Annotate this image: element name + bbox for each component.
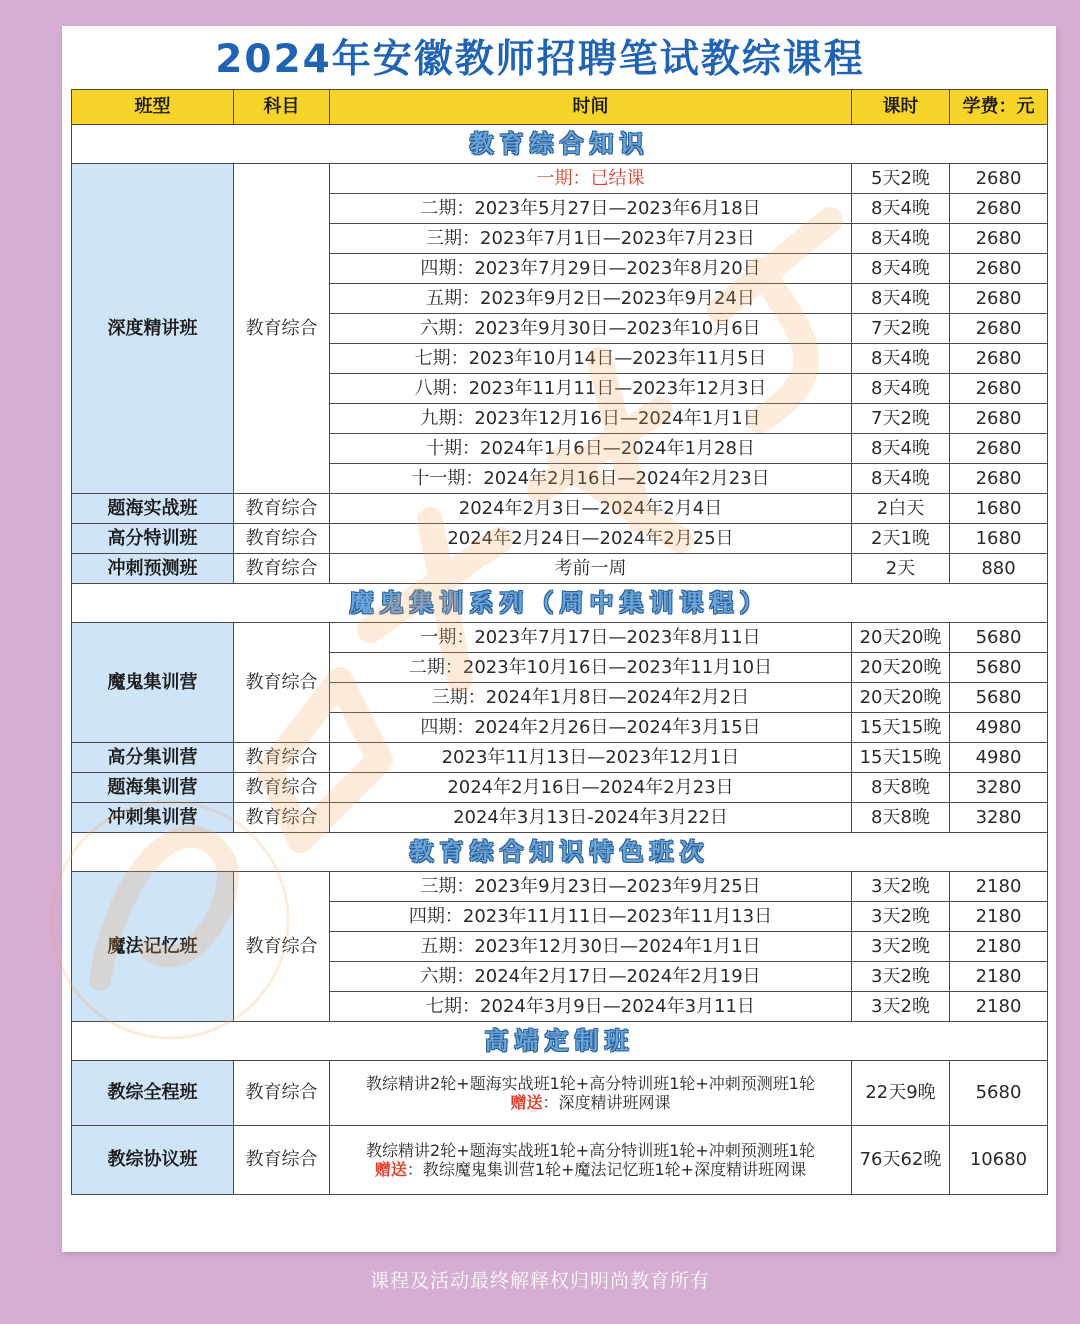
fee-cell: 1680 (950, 494, 1048, 524)
package-gift (332, 1160, 849, 1179)
header-class-type: 班型 (72, 90, 234, 125)
table-row (72, 803, 1048, 833)
fee-cell: 2680 (950, 374, 1048, 404)
subject-cell: 教育综合 (234, 494, 330, 524)
section-title-row (72, 1022, 1048, 1061)
fee-cell: 2180 (950, 932, 1048, 962)
time-cell: 2024年2月16日—2024年2月23日 (330, 773, 852, 803)
table-row (72, 773, 1048, 803)
subject-cell: 教育综合 (234, 623, 330, 743)
fee-cell: 2180 (950, 902, 1048, 932)
time-cell: 六期：2023年9月30日—2023年10月6日 (330, 314, 852, 344)
hours-cell: 8天4晚 (852, 284, 950, 314)
time-cell: 2024年2月24日—2024年2月25日 (330, 524, 852, 554)
hours-cell: 8天4晚 (852, 194, 950, 224)
hours-cell: 8天4晚 (852, 224, 950, 254)
time-cell: 八期：2023年11月11日—2023年12月3日 (330, 374, 852, 404)
time-cell: 2023年11月13日—2023年12月1日 (330, 743, 852, 773)
fee-cell: 5680 (950, 1061, 1048, 1126)
header-hours: 课时 (852, 90, 950, 125)
time-cell: 七期：2023年10月14日—2023年11月5日 (330, 344, 852, 374)
fee-cell: 2680 (950, 404, 1048, 434)
table-row (72, 524, 1048, 554)
fee-cell: 2180 (950, 962, 1048, 992)
time-cell: 五期：2023年9月2日—2023年9月24日 (330, 284, 852, 314)
class-type-cell: 高分特训班 (72, 524, 234, 554)
section-title: 教育综合知识特色班次 (72, 833, 1048, 872)
hours-cell: 20天20晚 (852, 623, 950, 653)
footer-disclaimer: 课程及活动最终解释权归明尚教育所有 (369, 1270, 710, 1292)
gift-label: 赠送 (374, 1160, 407, 1179)
fee-cell: 2180 (950, 992, 1048, 1022)
subject-cell: 教育综合 (234, 803, 330, 833)
header-fee: 学费：元 (950, 90, 1048, 125)
table-row (72, 1126, 1048, 1195)
class-type-cell: 教综全程班 (72, 1061, 234, 1126)
table-row (72, 494, 1048, 524)
class-type-cell: 高分集训营 (72, 743, 234, 773)
table-row (72, 1061, 1048, 1126)
table-row (72, 164, 1048, 194)
fee-cell: 2680 (950, 464, 1048, 494)
package-content: 教综精讲2轮+题海实战班1轮+高分特训班1轮+冲刺预测班1轮 (366, 1140, 815, 1160)
hours-cell: 7天2晚 (852, 404, 950, 434)
section-title-row (72, 125, 1048, 164)
fee-cell: 5680 (950, 683, 1048, 713)
fee-cell: 2680 (950, 164, 1048, 194)
fee-cell: 2680 (950, 254, 1048, 284)
subject-cell: 教育综合 (234, 164, 330, 494)
class-type-cell: 题海集训营 (72, 773, 234, 803)
subject-cell: 教育综合 (234, 524, 330, 554)
class-type-cell: 魔鬼集训营 (72, 623, 234, 743)
section-title: 高端定制班 (72, 1022, 1048, 1061)
class-type-cell: 教综协议班 (72, 1126, 234, 1195)
time-cell: 三期：2023年9月23日—2023年9月25日 (330, 872, 852, 902)
package-content: 教综精讲2轮+题海实战班1轮+高分特训班1轮+冲刺预测班1轮 (366, 1073, 815, 1093)
subject-cell: 教育综合 (234, 743, 330, 773)
time-cell: 十一期：2024年2月16日—2024年2月23日 (330, 464, 852, 494)
hours-cell: 2白天 (852, 494, 950, 524)
fee-cell: 2180 (950, 872, 1048, 902)
hours-cell: 8天4晚 (852, 464, 950, 494)
course-schedule-table (71, 89, 1048, 1195)
time-cell: 二期：2023年5月27日—2023年6月18日 (330, 194, 852, 224)
time-cell: 六期：2024年2月17日—2024年2月19日 (330, 962, 852, 992)
hours-cell: 15天15晚 (852, 713, 950, 743)
table-row (72, 623, 1048, 653)
table-row (72, 554, 1048, 584)
fee-cell: 1680 (950, 524, 1048, 554)
section-title-row (72, 584, 1048, 623)
time-cell: 一期：2023年7月17日—2023年8月11日 (330, 623, 852, 653)
hours-cell: 8天4晚 (852, 434, 950, 464)
header-time: 时间 (330, 90, 852, 125)
hours-cell: 8天4晚 (852, 344, 950, 374)
hours-cell: 3天2晚 (852, 932, 950, 962)
time-cell: 十期：2024年1月6日—2024年1月28日 (330, 434, 852, 464)
class-type-cell: 魔法记忆班 (72, 872, 234, 1022)
hours-cell: 8天4晚 (852, 254, 950, 284)
package-content-cell (330, 1126, 852, 1195)
package-gift (332, 1093, 849, 1112)
gift-text: ：教综魔鬼集训营1轮+魔法记忆班1轮+深度精讲班网课 (406, 1160, 807, 1179)
fee-cell: 2680 (950, 434, 1048, 464)
hours-cell: 2天1晚 (852, 524, 950, 554)
time-cell: 四期：2023年7月29日—2023年8月20日 (330, 254, 852, 284)
fee-cell: 5680 (950, 653, 1048, 683)
fee-cell: 5680 (950, 623, 1048, 653)
class-type-cell: 冲刺集训营 (72, 803, 234, 833)
time-cell: 四期：2023年11月11日—2023年11月13日 (330, 902, 852, 932)
subject-cell: 教育综合 (234, 1126, 330, 1195)
section-title-row (72, 833, 1048, 872)
section-title: 魔鬼集训系列（周中集训课程） (72, 584, 1048, 623)
hours-cell: 22天9晚 (852, 1061, 950, 1126)
fee-cell: 10680 (950, 1126, 1048, 1195)
time-cell: 2024年3月13日-2024年3月22日 (330, 803, 852, 833)
hours-cell: 7天2晚 (852, 314, 950, 344)
hours-cell: 8天8晚 (852, 773, 950, 803)
fee-cell: 4980 (950, 713, 1048, 743)
time-cell: 五期：2023年12月30日—2024年1月1日 (330, 932, 852, 962)
fee-cell: 3280 (950, 803, 1048, 833)
hours-cell: 3天2晚 (852, 902, 950, 932)
subject-cell: 教育综合 (234, 554, 330, 584)
table-row (72, 743, 1048, 773)
fee-cell: 3280 (950, 773, 1048, 803)
gift-text: ：深度精讲班网课 (542, 1093, 671, 1112)
time-cell: 考前一周 (330, 554, 852, 584)
class-type-cell: 深度精讲班 (72, 164, 234, 494)
header-subject: 科目 (234, 90, 330, 125)
class-type-cell: 冲刺预测班 (72, 554, 234, 584)
time-cell: 四期：2024年2月26日—2024年3月15日 (330, 713, 852, 743)
hours-cell: 8天8晚 (852, 803, 950, 833)
hours-cell: 2天 (852, 554, 950, 584)
fee-cell: 2680 (950, 224, 1048, 254)
time-cell: 九期：2023年12月16日—2024年1月1日 (330, 404, 852, 434)
package-content-cell (330, 1061, 852, 1126)
fee-cell: 2680 (950, 284, 1048, 314)
hours-cell: 76天62晚 (852, 1126, 950, 1195)
time-cell: 三期：2023年7月1日—2023年7月23日 (330, 224, 852, 254)
hours-cell: 3天2晚 (852, 962, 950, 992)
class-type-cell: 题海实战班 (72, 494, 234, 524)
section-title: 教育综合知识 (72, 125, 1048, 164)
time-cell: 一期：已结课 (330, 164, 852, 194)
time-cell: 七期：2024年3月9日—2024年3月11日 (330, 992, 852, 1022)
time-cell: 2024年2月3日—2024年2月4日 (330, 494, 852, 524)
hours-cell: 3天2晚 (852, 872, 950, 902)
table-row (72, 872, 1048, 902)
fee-cell: 2680 (950, 194, 1048, 224)
subject-cell: 教育综合 (234, 1061, 330, 1126)
hours-cell: 20天20晚 (852, 683, 950, 713)
fee-cell: 4980 (950, 743, 1048, 773)
subject-cell: 教育综合 (234, 872, 330, 1022)
hours-cell: 8天4晚 (852, 374, 950, 404)
time-cell: 二期：2023年10月16日—2023年11月10日 (330, 653, 852, 683)
subject-cell: 教育综合 (234, 773, 330, 803)
hours-cell: 20天20晚 (852, 653, 950, 683)
page-title: 2024年安徽教师招聘笔试教综课程 (215, 37, 865, 82)
fee-cell: 2680 (950, 344, 1048, 374)
gift-label: 赠送 (510, 1093, 543, 1112)
fee-cell: 880 (950, 554, 1048, 584)
hours-cell: 3天2晚 (852, 992, 950, 1022)
hours-cell: 15天15晚 (852, 743, 950, 773)
time-cell: 三期：2024年1月8日—2024年2月2日 (330, 683, 852, 713)
fee-cell: 2680 (950, 314, 1048, 344)
hours-cell: 5天2晚 (852, 164, 950, 194)
table-header-row (72, 90, 1048, 125)
